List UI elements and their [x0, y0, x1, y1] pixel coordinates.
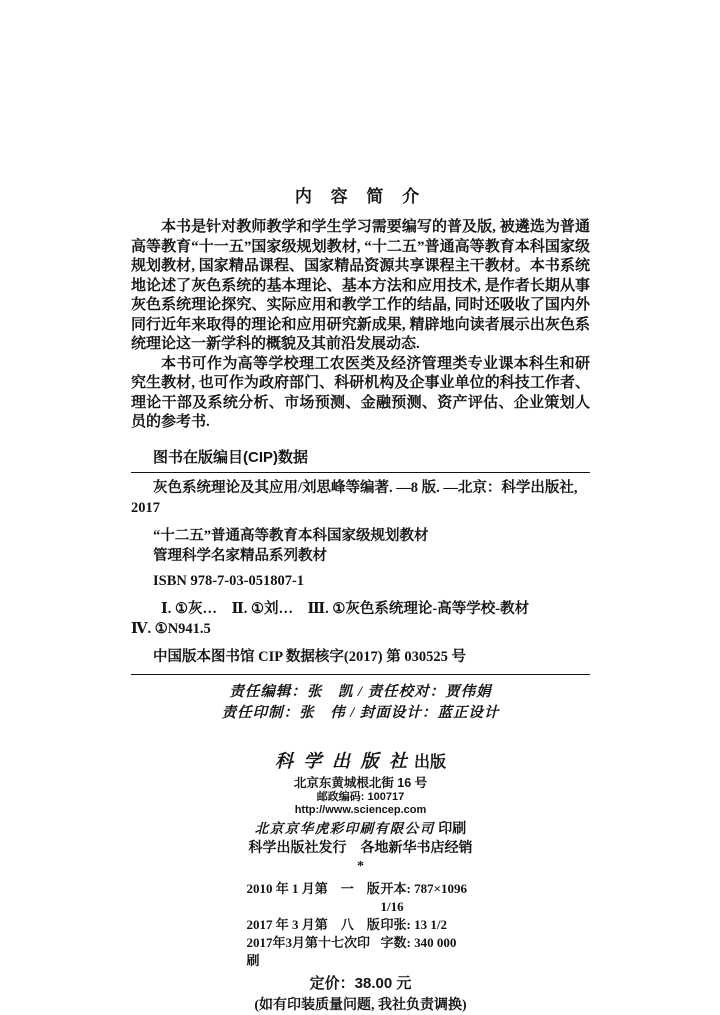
publisher-address: 北京东黄城根北街 16 号: [293, 775, 428, 790]
printing-date: 2017年3月第十七次印刷: [246, 934, 371, 968]
first-edition-date: 2010 年 1 月第 一 版: [246, 880, 380, 896]
publisher-block: [131, 750, 590, 874]
page-content: [131, 186, 590, 1015]
editor-proofreader-line: 责任编辑：张 凯 / 责任校对：贾伟娟: [229, 683, 492, 700]
isbn-line: ISBN 978-7-03-051807-1: [153, 572, 305, 589]
edition-row-current-edition: [247, 916, 475, 934]
publisher-postcode: 邮政编码: 100717: [316, 790, 405, 803]
content-summary-paragraph-1: 本书是针对教师教学和学生学习需要编写的普及版, 被遴选为普通高等教育“十一五”国家级规划教材, “十二五”普通高等教育本科国家级规划教材, 国家精品课程、国家精品资源共享课程主干教材。本书系统地论述了灰色系统的基本理论、基本方法和应用技术, 是作者长期从事灰色系统理论探究、实际应用和教学工作的结晶, 同时还吸收了国内外同行近年来取得的理论和应用研究新成果, 精辟地向读者展示出灰色系统理论这一新学科的概貌及其前沿发展动态.: [131, 219, 590, 352]
publisher-name-line: [131, 750, 590, 774]
separator-star: *: [357, 858, 364, 874]
cip-classification-line-1: Ⅰ. ①灰… Ⅱ. ①刘… Ⅲ. ①灰色系统理论-高等学校-教材: [161, 600, 530, 617]
printer-name: 北京京华虎彩印刷有限公司: [254, 820, 435, 836]
word-count: 字数: 340 000: [380, 934, 457, 950]
edition-row-first-edition: [246, 880, 481, 916]
publisher-suffix: 出版: [413, 753, 446, 771]
sheets-spec: 印张: 13 1/2: [380, 916, 447, 932]
quality-note: (如有印装质量问题, 我社负责调换): [254, 997, 467, 1013]
cip-series-1: “十二五”普通高等教育本科国家级规划教材: [153, 527, 429, 544]
publisher-website: http://www.sciencep.com: [294, 804, 427, 816]
cip-data-block: [131, 448, 590, 675]
cip-top-rule: [131, 472, 590, 473]
cip-bottom-rule: [131, 674, 590, 675]
edition-row-printing: [247, 934, 475, 970]
publisher-logo-text: 科 学 出 版 社: [274, 750, 410, 771]
printer-line: [131, 820, 590, 838]
cip-title-line: 灰色系统理论及其应用/刘思峰等编著. —8 版. —北京：科学出版社,: [153, 479, 578, 496]
current-edition-date: 2017 年 3 月第 八 版: [246, 916, 380, 932]
cip-series-2: 管理科学名家精品系列教材: [153, 547, 327, 564]
printing-cover-design-line: 责任印制：张 伟 / 封面设计：蓝正设计: [221, 704, 500, 721]
cip-record-number: 中国版本图书馆 CIP 数据核字(2017) 第 030525 号: [153, 648, 466, 665]
cip-title-year: 2017: [131, 499, 160, 516]
format-spec: 开本: 787×1096 1/16: [380, 880, 481, 914]
staff-credits: [131, 682, 590, 724]
distribution-line: 科学出版社发行 各地新华书店经销: [248, 840, 473, 856]
price-line: 定价：38.00 元: [309, 974, 412, 992]
cip-heading: 图书在版编目(CIP)数据: [153, 448, 308, 466]
content-summary-paragraph-2: 本书可作为高等学校理工农医类及经济管理类专业课本科生和研究生教材, 也可作为政府部门、科研机构及企事业单位的科技工作者、理论干部及系统分析、市场预测、金融预测、资产评估、企业策划人员的参考书.: [131, 355, 590, 430]
content-summary-title: 内 容 简 介: [294, 187, 427, 206]
edition-info-block: [246, 880, 481, 970]
printer-suffix: 印刷: [438, 821, 467, 837]
cip-classification-line-2: Ⅳ. ①N941.5: [131, 620, 211, 637]
